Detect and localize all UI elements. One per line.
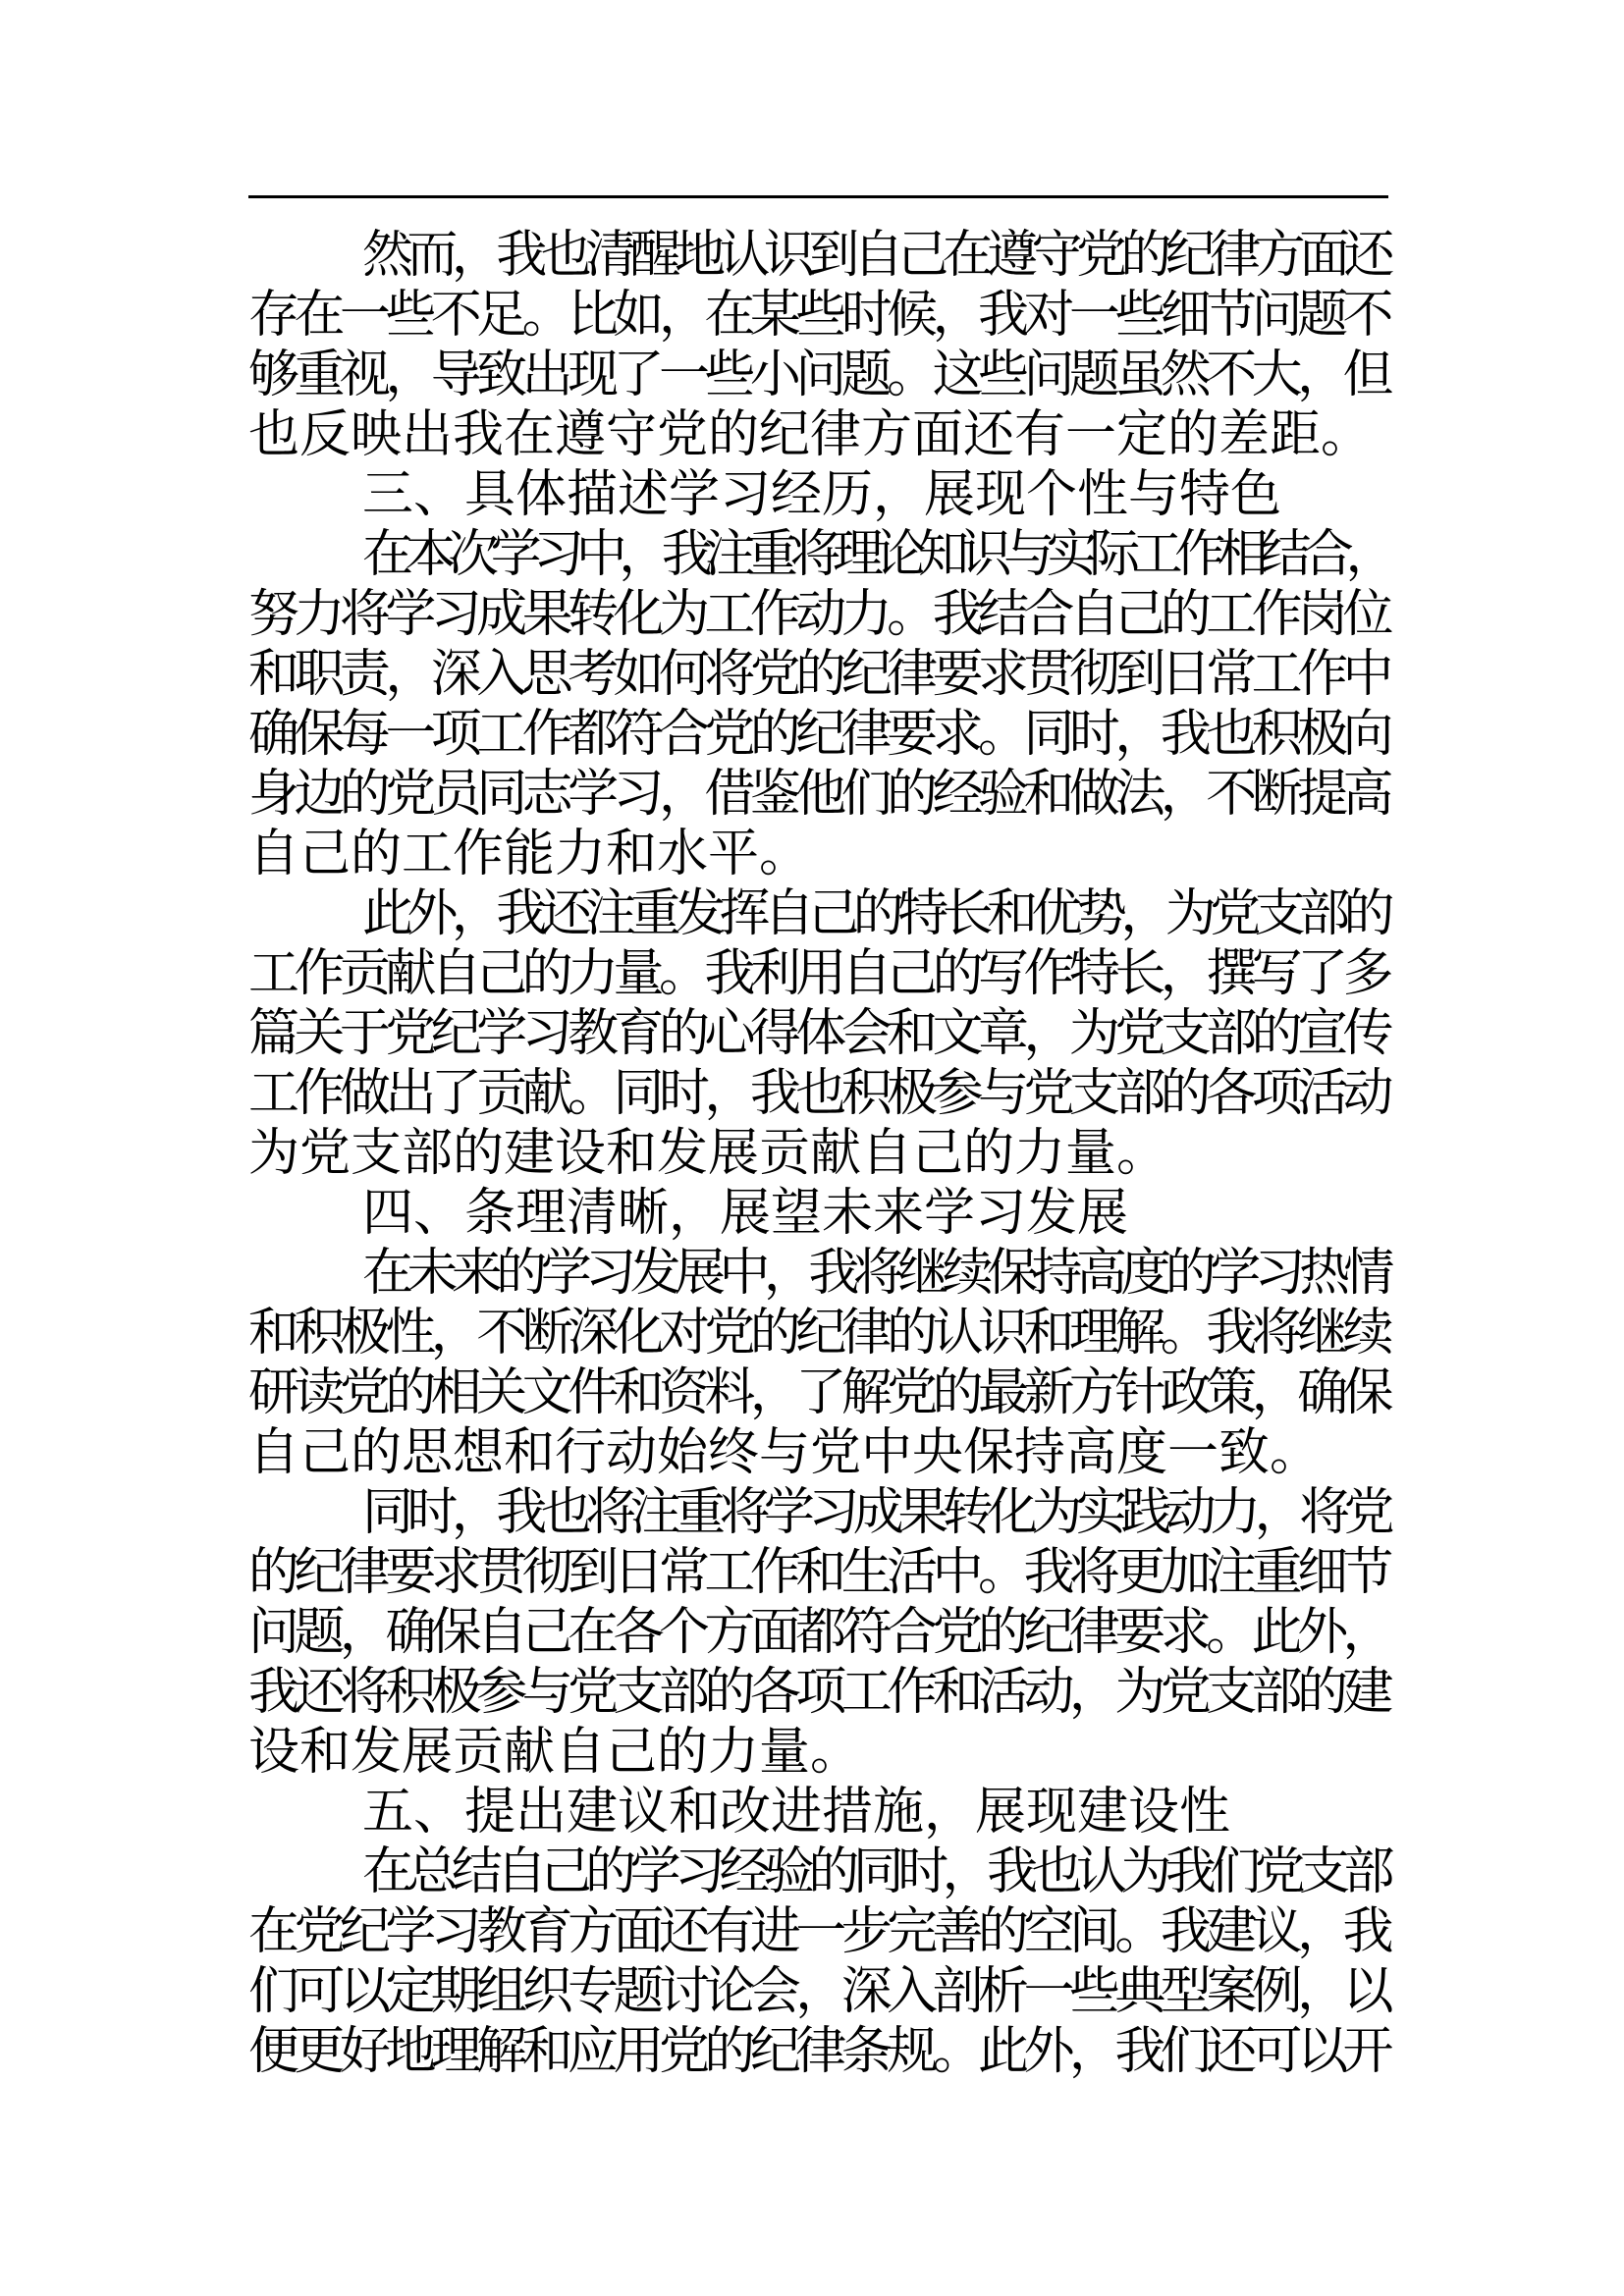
text-line-row [248,1184,1388,1244]
text-line-row [248,705,1388,765]
text-line-row [248,645,1388,705]
text-line: 够重视，导致出现了一些小问题。这些问题虽然不大，但 [248,346,1388,404]
text-line-row [248,1423,1388,1483]
text-line-row [248,1304,1388,1363]
text-line: 研读党的相关文件和资料，了解党的最新方针政策，确保 [248,1363,1388,1422]
text-line-row [248,765,1388,825]
text-line: 身边的党员同志学习，借鉴他们的经验和做法，不断提高 [248,765,1388,824]
text-line-row [248,1543,1388,1603]
text-line: 三、具体描述学习经历，展现个性与特色 [362,465,1282,524]
text-line: 同时，我也将注重将学习成果转化为实践动力，将党 [362,1483,1388,1542]
text-line: 和积极性，不断深化对党的纪律的认识和理解。我将继续 [248,1304,1388,1362]
text-line: 在总结自己的学习经验的同时，我也认为我们党支部 [362,1842,1388,1901]
text-line-row [248,1962,1388,2022]
text-line: 存在一些不足。比如，在某些时候，我对一些细节问题不 [248,286,1388,345]
text-line: 努力将学习成果转化为工作动力。我结合自己的工作岗位 [248,585,1388,644]
text-line-row [248,1244,1388,1304]
text-line: 自己的思想和行动始终与党中央保持高度一致。 [248,1423,1322,1482]
text-line: 和职责，深入思考如何将党的纪律要求贯彻到日常工作中 [248,645,1388,704]
text-line-row [248,1723,1388,1783]
text-line: 在本次学习中，我注重将理论知识与实际工作相结合， [362,525,1388,584]
text-line: 篇关于党纪学习教育的心得体会和文章，为党支部的宣传 [248,1004,1388,1063]
document-body [248,226,1388,2082]
text-line: 也反映出我在遵守党的纪律方面还有一定的差距。 [248,405,1373,464]
text-line: 然而，我也清醒地认识到自己在遵守党的纪律方面还 [362,226,1388,285]
text-line: 此外，我还注重发挥自己的特长和优势，为党支部的 [362,884,1388,943]
text-line-row [248,884,1388,944]
text-line: 设和发展贡献自己的力量。 [248,1723,862,1782]
text-line: 在未来的学习发展中，我将继续保持高度的学习热情 [362,1244,1388,1303]
text-line-row [248,1842,1388,1902]
text-line-row [248,944,1388,1004]
text-line: 我还将积极参与党支部的各项工作和活动，为党支部的建 [248,1663,1388,1722]
text-line-row [248,585,1388,645]
text-line-row [248,226,1388,286]
text-line-row [248,346,1388,405]
text-line-row [248,2022,1388,2082]
text-line: 问题，确保自己在各个方面都符合党的纪律要求。此外， [248,1603,1388,1662]
text-line-row [248,1663,1388,1723]
text-line-row [248,525,1388,585]
text-line: 在党纪学习教育方面还有进一步完善的空间。我建议，我 [248,1902,1388,1961]
text-line-row [248,1124,1388,1184]
text-line: 便更好地理解和应用党的纪律条规。此外，我们还可以开 [248,2022,1388,2081]
text-line-row [248,286,1388,346]
text-line-row [248,405,1388,465]
text-line-row [248,825,1388,884]
text-line: 四、条理清晰，展望未来学习发展 [362,1184,1129,1243]
text-line: 工作做出了贡献。同时，我也积极参与党支部的各项活动 [248,1064,1388,1123]
text-line-row [248,1064,1388,1124]
text-line: 为党支部的建设和发展贡献自己的力量。 [248,1124,1168,1183]
text-line: 的纪律要求贯彻到日常工作和生活中。我将更加注重细节 [248,1543,1388,1602]
text-line: 们可以定期组织专题讨论会，深入剖析一些典型案例，以 [248,1962,1388,2021]
text-line: 工作贡献自己的力量。我利用自己的写作特长，撰写了多 [248,944,1388,1003]
text-line-row [248,1483,1388,1543]
text-line: 确保每一项工作都符合党的纪律要求。同时，我也积极向 [248,705,1388,764]
text-line: 五、提出建议和改进措施，展现建设性 [362,1783,1231,1842]
text-line-row [248,1603,1388,1663]
text-line-row [248,1363,1388,1423]
text-line-row [248,1004,1388,1064]
header-rule [248,195,1388,198]
text-line-row [248,1902,1388,1962]
text-line: 自己的工作能力和水平。 [248,825,811,883]
text-line-row [248,465,1388,525]
text-line-row [248,1783,1388,1842]
